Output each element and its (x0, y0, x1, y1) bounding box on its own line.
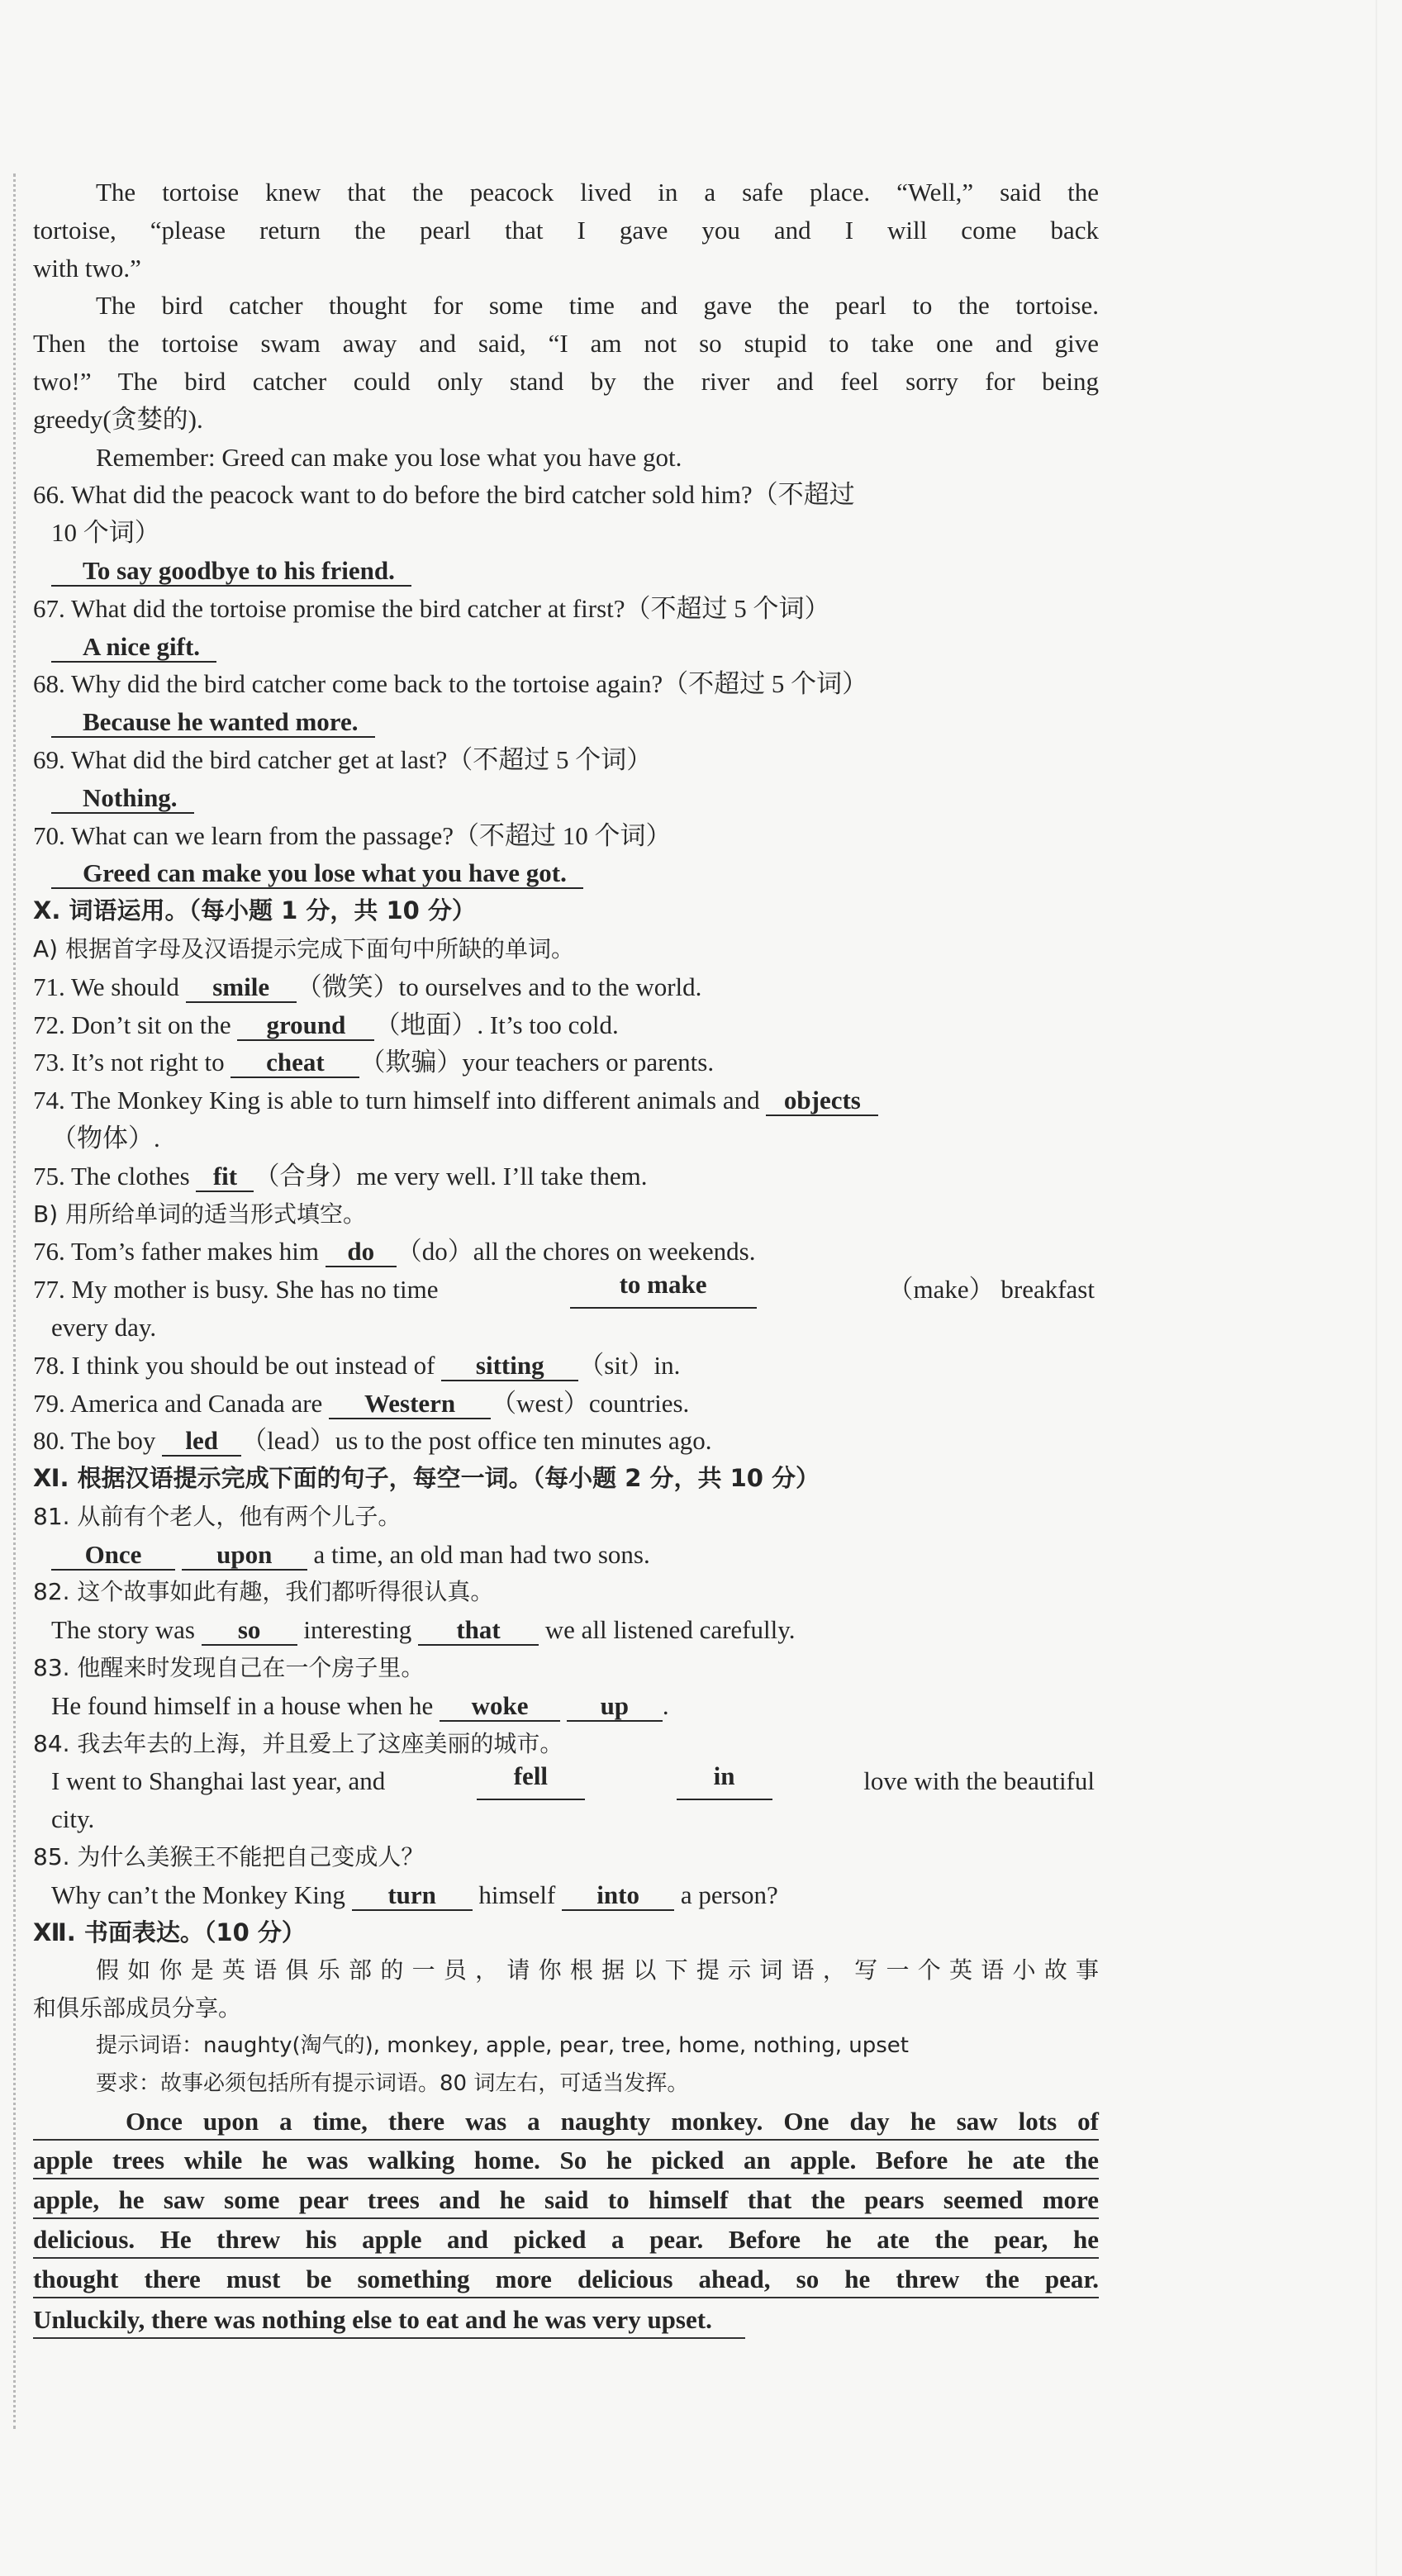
section-10-title: Ⅹ. 词语运用。（每小题 1 分，共 10 分） (33, 896, 476, 925)
essay-line: Unluckily, there was nothing else to eat and he was very upset. (33, 2302, 745, 2339)
passage-line: tortoise, “please return the pearl that I gave you and I will come back (33, 215, 1099, 245)
question-70: 70. What can we learn from the passage?（不超过 10 个词） (33, 820, 672, 850)
hint-words: 提示词语：naughty(淘气的), monkey, apple, pear, tree, home, nothing, upset (96, 2033, 909, 2059)
question-68: 68. Why did the bird catcher come back to the tortoise again?（不超过 5 个词） (33, 669, 868, 699)
question-77: 77. My mother is busy. She has no time to make （make） breakfast (33, 1271, 1095, 1309)
blank-79[interactable]: Western (329, 1390, 491, 1419)
question-81: Once upon a time, an old man had two sons. (33, 1536, 1099, 1574)
question-69: 69. What did the bird catcher get at last?（不超过 5 个词） (33, 744, 653, 774)
blank-83-1[interactable]: woke (440, 1692, 560, 1722)
blank-85-2[interactable]: into (562, 1881, 674, 1911)
passage-line: The bird catcher thought for some time and gave the pearl to the tortoise. (96, 291, 1099, 321)
question-67: 67. What did the tortoise promise the bird catcher at first?（不超过 5 个词） (33, 593, 830, 623)
blank-78[interactable]: sitting (441, 1352, 578, 1381)
writing-intro-cont: 和俱乐部成员分享。 (33, 1994, 242, 2022)
blank-81-2[interactable]: upon (182, 1541, 307, 1571)
question-74: 74. The Monkey King is able to turn himself into different animals and objects (33, 1081, 1099, 1119)
question-66: 66. What did the peacock want to do before the bird catcher sold him?（不超过 (33, 480, 855, 510)
question-85: Why can’t the Monkey King turn himself into a person? (51, 1880, 778, 1909)
essay-line: apple trees while he was walking home. So he picked an apple. Before he ate the (33, 2142, 1099, 2179)
question-84-cont: city. (51, 1804, 95, 1834)
section-12-title: Ⅻ. 书面表达。（10 分） (33, 1918, 306, 1946)
section-11-title: Ⅺ. 根据汉语提示完成下面的句子，每空一词。（每小题 2 分，共 10 分） (33, 1464, 820, 1493)
answer-67[interactable]: A nice gift. (51, 633, 216, 663)
question-85-cn: 85. 为什么美猴王不能把自己变成人？ (33, 1843, 425, 1871)
writing-intro: 假如你是英语俱乐部的一员，请你根据以下提示词语，写一个英语小故事 (96, 1956, 1099, 1984)
blank-84-1[interactable]: fell (477, 1762, 585, 1800)
essay-line: apple, he saw some pear trees and he said to himself that the pears seemed more (33, 2182, 1099, 2219)
question-77-cont: every day. (51, 1312, 157, 1342)
part-b-instruction: B) 用所给单词的适当形式填空。 (33, 1200, 367, 1228)
blank-71[interactable]: smile (186, 973, 297, 1003)
question-82-cn: 82. 这个故事如此有趣，我们都听得很认真。 (33, 1578, 494, 1606)
essay-line: thought there must be something more delicious ahead, so he threw the pear. (33, 2261, 1099, 2298)
page-edge (1376, 0, 1377, 2576)
answer-68[interactable]: Because he wanted more. (51, 708, 375, 738)
blank-83-2[interactable]: up (567, 1692, 663, 1722)
blank-75[interactable]: fit (196, 1162, 254, 1192)
question-84-cn: 84. 我去年去的上海，并且爱上了这座美丽的城市。 (33, 1729, 563, 1757)
question-78: 78. I think you should be out instead of sitting （sit）in. (33, 1350, 681, 1380)
blank-85-1[interactable]: turn (352, 1881, 473, 1911)
question-81-cn: 81. 从前有个老人，他有两个儿子。 (33, 1502, 402, 1530)
blank-81-1[interactable]: Once (51, 1541, 175, 1571)
blank-76[interactable]: do (326, 1238, 397, 1267)
part-a-instruction: A) 根据首字母及汉语提示完成下面句中所缺的单词。 (33, 934, 574, 962)
question-80: 80. The boy led （lead）us to the post office ten minutes ago. (33, 1426, 712, 1456)
essay-line: Once upon a time, there was a naughty monkey. One day he saw lots of (33, 2103, 1099, 2141)
passage-line: Then the tortoise swam away and said, “I am not so stupid to take one and give (33, 329, 1099, 359)
passage-line: with two.” (33, 253, 141, 283)
question-76: 76. Tom’s father makes him do （do）all the chores on weekends. (33, 1237, 756, 1267)
blank-84-2[interactable]: in (677, 1762, 772, 1800)
question-79: 79. America and Canada are Western （west）countries. (33, 1388, 690, 1418)
question-71: 71. We should smile （微笑）to ourselves and to the world. (33, 972, 702, 1001)
worksheet-content (33, 173, 1099, 2341)
blank-77[interactable]: to make (570, 1271, 757, 1309)
question-66-cont: 10 个词） (51, 518, 160, 548)
question-82: The story was so interesting that we all listened carefully. (51, 1615, 796, 1645)
passage-line: greedy(贪婪的). (33, 404, 203, 434)
question-75: 75. The clothes fit （合身）me very well. I’ll take them. (33, 1161, 648, 1191)
question-73: 73. It’s not right to cheat （欺骗）your teachers or parents. (33, 1048, 715, 1077)
essay-answer[interactable] (33, 2103, 1099, 2341)
essay-line: delicious. He threw his apple and picked a pear. Before he ate the pear, he (33, 2222, 1099, 2259)
question-83-cn: 83. 他醒来时发现自己在一个房子里。 (33, 1654, 425, 1682)
blank-82-1[interactable]: so (202, 1616, 297, 1646)
blank-80[interactable]: led (162, 1427, 241, 1457)
blank-82-2[interactable]: that (418, 1616, 539, 1646)
blank-74[interactable]: objects (766, 1086, 878, 1116)
question-83: He found himself in a house when he woke up . (51, 1690, 669, 1720)
answer-70[interactable]: Greed can make you lose what you have got. (51, 859, 583, 889)
blank-72[interactable]: ground (237, 1011, 374, 1041)
question-74-cont: （物体）. (51, 1123, 160, 1153)
question-72: 72. Don’t sit on the ground （地面）. It’s too cold. (33, 1010, 619, 1039)
answer-69[interactable]: Nothing. (51, 784, 194, 814)
passage-line: The tortoise knew that the peacock lived in a safe place. “Well,” said the (96, 178, 1099, 207)
passage-line: two!” The bird catcher could only stand by the river and feel sorry for being (33, 366, 1099, 396)
blank-73[interactable]: cheat (230, 1048, 359, 1078)
remember-line: Remember: Greed can make you lose what you have got. (96, 442, 682, 472)
answer-66[interactable]: To say goodbye to his friend. (51, 557, 411, 587)
question-84: I went to Shanghai last year, and fell in love with the beautiful (33, 1762, 1095, 1800)
writing-requirements: 要求：故事必须包括所有提示词语。80 词左右，可适当发挥。 (96, 2070, 689, 2096)
binding-margin-dots (13, 173, 16, 2429)
